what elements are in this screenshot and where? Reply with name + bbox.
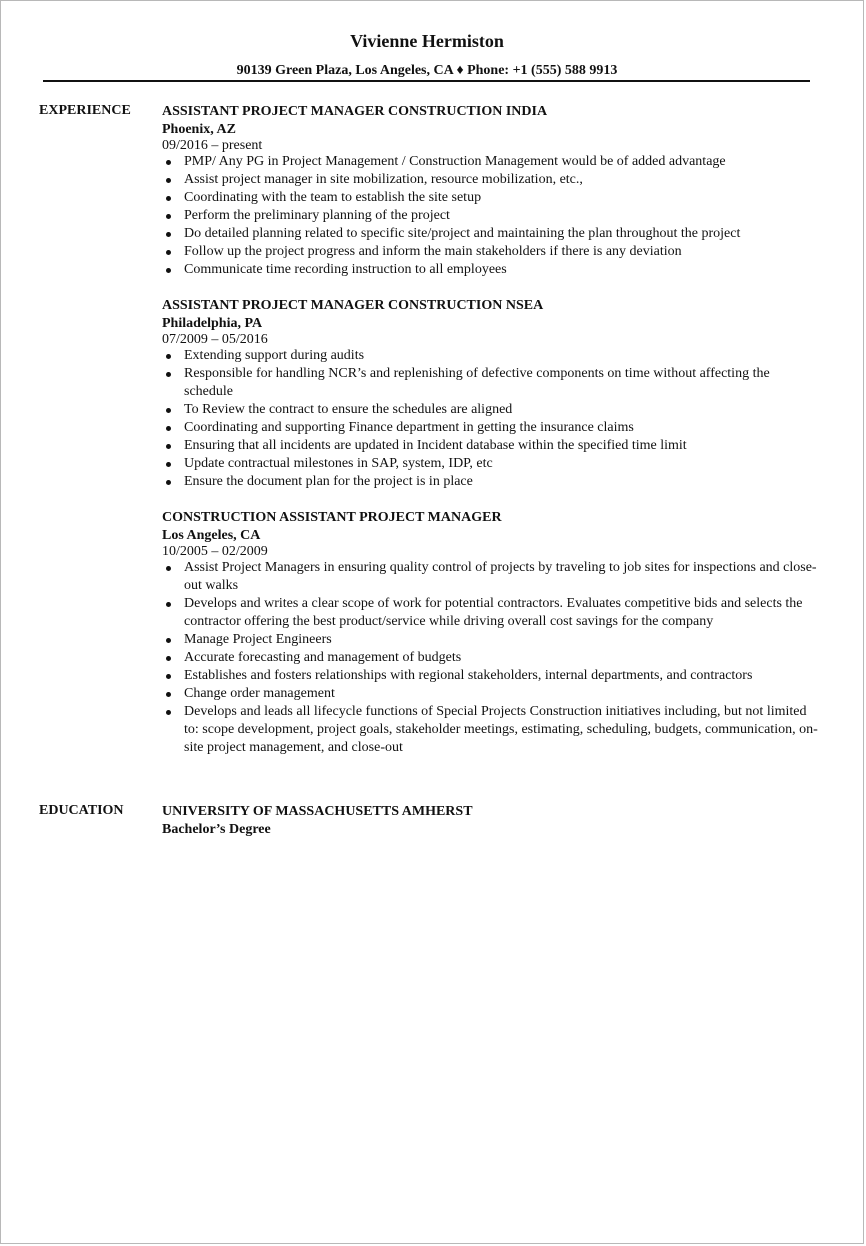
job-bullet: Coordinating with the team to establish the site setup — [162, 189, 822, 207]
job-bullet: Ensuring that all incidents are updated in Incident database within the specified time limit — [162, 437, 822, 455]
job-bullet: Do detailed planning related to specific site/project and maintaining the plan throughout the project — [162, 225, 822, 243]
job-location: Philadelphia, PA — [162, 316, 263, 331]
job-location: Phoenix, AZ — [162, 122, 236, 137]
job-bullet-list — [162, 153, 822, 279]
job-bullet: Update contractual milestones in SAP, system, IDP, etc — [162, 455, 822, 473]
job-bullet: Assist project manager in site mobilization, resource mobilization, etc., — [162, 171, 822, 189]
job-dates: 07/2009 – 05/2016 — [162, 332, 268, 347]
education-section — [162, 803, 822, 838]
job-bullet: Establishes and fosters relationships with regional stakeholders, internal departments, and contractors — [162, 667, 822, 685]
header-divider — [43, 80, 810, 82]
job-dates: 09/2016 – present — [162, 138, 263, 153]
job-bullet: Develops and leads all lifecycle functions of Special Projects Construction initiatives including, but not limited to: scope development, project goals, stakeholder meetings, estimating, scheduling, budgets, communication, on-site project management, and close-out — [162, 703, 822, 757]
job-dates: 10/2005 – 02/2009 — [162, 544, 268, 559]
job-bullet: Assist Project Managers in ensuring quality control of projects by traveling to job sites for inspections and close-out walks — [162, 559, 822, 595]
candidate-name: Vivienne Hermiston — [350, 31, 504, 51]
job-bullet: Extending support during audits — [162, 347, 822, 365]
education-section-label: EDUCATION — [39, 803, 124, 818]
job-bullet: Ensure the document plan for the project is in place — [162, 473, 822, 491]
job-bullet: Perform the preliminary planning of the project — [162, 207, 822, 225]
degree: Bachelor’s Degree — [162, 822, 271, 837]
job-location: Los Angeles, CA — [162, 528, 261, 543]
job-bullet: Communicate time recording instruction to all employees — [162, 261, 822, 279]
job-entry — [162, 509, 822, 757]
job-title: ASSISTANT PROJECT MANAGER CONSTRUCTION INDIA — [162, 104, 548, 119]
contact-line: 90139 Green Plaza, Los Angeles, CA ♦ Phone: +1 (555) 588 9913 — [236, 63, 618, 78]
job-bullet: Coordinating and supporting Finance department in getting the insurance claims — [162, 419, 822, 437]
experience-section — [162, 103, 822, 775]
job-bullet: Change order management — [162, 685, 822, 703]
job-bullet-list — [162, 347, 822, 491]
job-bullet: Follow up the project progress and inform the main stakeholders if there is any deviation — [162, 243, 822, 261]
job-bullet: To Review the contract to ensure the schedules are aligned — [162, 401, 822, 419]
job-title: ASSISTANT PROJECT MANAGER CONSTRUCTION NSEA — [162, 298, 544, 313]
job-entry — [162, 297, 822, 491]
job-bullet: Develops and writes a clear scope of work for potential contractors. Evaluates competitive bids and selects the contractor offering the best product/service while driving overall cost savings for the company — [162, 595, 822, 631]
job-title: CONSTRUCTION ASSISTANT PROJECT MANAGER — [162, 510, 502, 525]
job-bullet: Responsible for handling NCR’s and replenishing of defective components on time without affecting the schedule — [162, 365, 822, 401]
job-bullet: Manage Project Engineers — [162, 631, 822, 649]
job-bullet: PMP/ Any PG in Project Management / Construction Management would be of added advantage — [162, 153, 822, 171]
school-name: UNIVERSITY OF MASSACHUSETTS AMHERST — [162, 804, 473, 819]
job-bullet: Accurate forecasting and management of budgets — [162, 649, 822, 667]
job-bullet-list — [162, 559, 822, 757]
experience-section-label: EXPERIENCE — [39, 103, 131, 118]
job-entry — [162, 103, 822, 279]
